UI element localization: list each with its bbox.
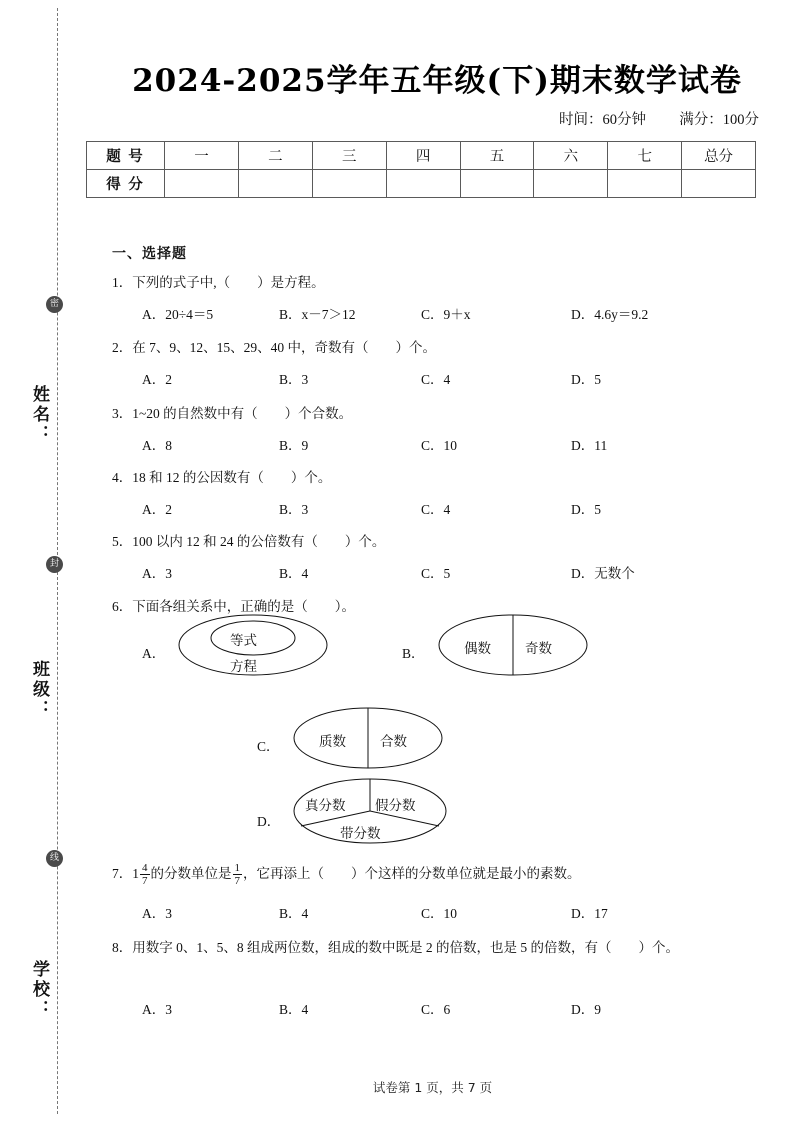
page-title: 2024-2025学年五年级(下)期末数学试卷: [132, 63, 742, 99]
student-school-label: 学校：: [29, 960, 49, 1020]
option-b[interactable]: B．3: [279, 502, 309, 517]
option-c[interactable]: C．10: [421, 438, 458, 453]
question-1-text: 1．下列的式子中,（ ）是方程。: [112, 275, 325, 290]
option-b[interactable]: B．x－7＞12: [279, 307, 356, 322]
fraction-1-7: $\frac{1}{7}$: [234, 862, 240, 888]
option-a[interactable]: A．2: [142, 372, 172, 387]
option-c[interactable]: C．6: [421, 1002, 451, 1017]
score-table-row-label: 得 分: [87, 170, 165, 198]
question-5-options: [142, 562, 762, 582]
page-footer: 试卷第 1 页，共 7 页: [372, 1080, 493, 1095]
diagram-c-left-label: 质数: [319, 734, 346, 749]
diagram-c-right-label: 合数: [380, 734, 407, 749]
question-7-options: [142, 902, 762, 922]
table-row: [87, 170, 756, 198]
option-d[interactable]: D．5: [571, 372, 601, 387]
option-d[interactable]: D．5: [571, 502, 601, 517]
score-cell[interactable]: [165, 170, 239, 198]
score-cell[interactable]: [534, 170, 608, 198]
diagram-a-inner-label: 等式: [230, 633, 257, 648]
question-5-text: 5．100 以内 12 和 24 的公倍数有（ ）个。: [112, 534, 386, 549]
seal-mark-3: 线: [46, 850, 63, 867]
section-heading-choice: 一、选择题: [112, 246, 187, 262]
exam-page: [72, 0, 793, 1122]
score-cell[interactable]: [608, 170, 682, 198]
score-cell[interactable]: [386, 170, 460, 198]
score-cell[interactable]: [238, 170, 312, 198]
diagram-d-right-label: 假分数: [375, 798, 416, 813]
option-d[interactable]: D．4.6y＝9.2: [571, 307, 649, 322]
score-table-header-cell: 二: [238, 142, 312, 170]
exam-total-score: 满分：100分: [679, 112, 759, 128]
option-d[interactable]: D．17: [571, 906, 608, 921]
score-table-header-cell: 总分: [682, 142, 756, 170]
question-7-text: [112, 862, 581, 888]
binding-margin: [0, 0, 72, 1122]
ellipse-shape-b: [438, 614, 588, 676]
question-3-options: [142, 434, 762, 454]
student-name-label: 姓名：: [29, 385, 49, 445]
score-table-header-cell: 六: [534, 142, 608, 170]
option-c[interactable]: C．4: [421, 502, 451, 517]
score-cell[interactable]: [460, 170, 534, 198]
score-cell[interactable]: [682, 170, 756, 198]
score-table-header-cell: 一: [165, 142, 239, 170]
score-table-header-cell: 五: [460, 142, 534, 170]
question-7-suffix: ，它再添上（ ）个这样的分数单位就是最小的素数。: [243, 866, 581, 881]
diagram-d-left-label: 真分数: [305, 798, 346, 813]
diagram-option-a[interactable]: [142, 614, 402, 676]
score-table: [86, 141, 756, 198]
diagram-b-right-label: 奇数: [525, 641, 552, 656]
fraction-4-7: $\frac{4}{7}$: [142, 862, 148, 888]
option-d[interactable]: D．9: [571, 1002, 601, 1017]
question-6-text: 6．下面各组关系中，正确的是（ ）。: [112, 599, 355, 614]
question-2-options: [142, 368, 762, 388]
option-c[interactable]: C．9＋x: [421, 307, 471, 322]
diagram-d-bottom-label: 带分数: [340, 826, 381, 841]
option-a[interactable]: A．3: [142, 906, 172, 921]
question-8-options: [142, 998, 762, 1018]
option-b[interactable]: B．3: [279, 372, 309, 387]
score-table-header-cell: 四: [386, 142, 460, 170]
option-c[interactable]: C．10: [421, 906, 458, 921]
option-a[interactable]: A．3: [142, 566, 172, 581]
option-a[interactable]: A．3: [142, 1002, 172, 1017]
seal-mark-2: 封: [46, 556, 63, 573]
question-4-text: 4．18 和 12 的公因数有（ ）个。: [112, 470, 332, 485]
diagram-b-letter: B．: [402, 646, 425, 661]
option-b[interactable]: B．9: [279, 438, 309, 453]
table-row: [87, 142, 756, 170]
question-7-middle: 的分数单位是: [150, 866, 232, 881]
option-b[interactable]: B．4: [279, 1002, 309, 1017]
exam-meta: [559, 108, 759, 129]
option-d[interactable]: D．无数个: [571, 566, 635, 581]
score-table-header-cell: 题 号: [87, 142, 165, 170]
seal-mark-1: 密: [46, 296, 63, 313]
question-8-text: 8．用数字 0、1、5、8 组成两位数，组成的数中既是 2 的倍数，也是 5 的倍数，有（ ）个。: [112, 940, 679, 955]
option-b[interactable]: B．4: [279, 566, 309, 581]
diagram-a-letter: A．: [142, 646, 166, 661]
student-class-label: 班级：: [29, 660, 49, 720]
option-c[interactable]: C．5: [421, 566, 451, 581]
option-b[interactable]: B．4: [279, 906, 309, 921]
ellipse-shape-c: [293, 707, 443, 769]
diagram-c-letter: C．: [257, 739, 280, 754]
diagram-option-b[interactable]: [402, 614, 662, 676]
diagram-a-outer-label: 方程: [230, 659, 257, 674]
option-a[interactable]: A．8: [142, 438, 172, 453]
score-cell[interactable]: [312, 170, 386, 198]
option-c[interactable]: C．4: [421, 372, 451, 387]
diagram-b-left-label: 偶数: [464, 641, 491, 656]
question-7-prefix: 7．1: [112, 866, 139, 881]
exam-time: 时间：60分钟: [559, 112, 646, 128]
score-table-header-cell: 三: [312, 142, 386, 170]
option-a[interactable]: A．2: [142, 502, 172, 517]
question-3-text: 3．1~20 的自然数中有（ ）个合数。: [112, 406, 353, 421]
question-1-options: [142, 303, 762, 323]
option-d[interactable]: D．11: [571, 438, 608, 453]
diagram-d-letter: D．: [257, 814, 281, 829]
diagram-option-c[interactable]: [257, 707, 517, 769]
diagram-option-d[interactable]: [257, 778, 517, 844]
score-table-header-cell: 七: [608, 142, 682, 170]
question-2-text: 2．在 7、9、12、15、29、40 中，奇数有（ ）个。: [112, 340, 436, 355]
question-4-options: [142, 498, 762, 518]
option-a[interactable]: A．20÷4＝5: [142, 307, 214, 322]
